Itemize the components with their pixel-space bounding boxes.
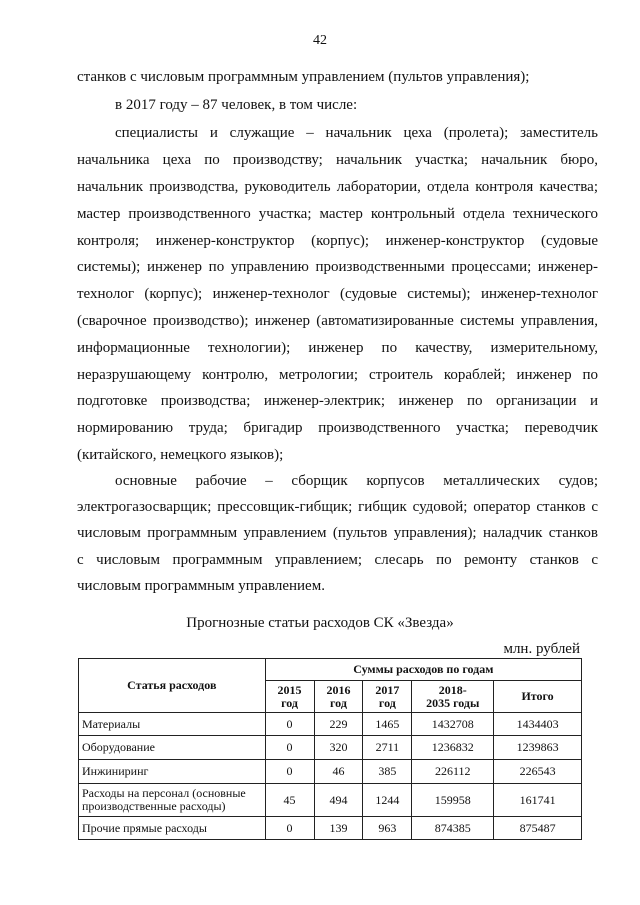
row-label: Расходы на персонал (основные производственные расходы) [79,784,266,817]
text-line: станков с числовым программным управлением (пультов управления); [77,69,530,85]
row-label: Инжиниринг [79,760,266,784]
table-row [79,784,582,817]
header-item: Статья расходов [79,659,266,713]
text-line: начальника цеха по производству; начальник участка; начальник бюро, [77,152,598,168]
table-row [79,713,582,736]
text-line: технолог (корпус); инженер-технолог (судовые системы); инженер-технолог [77,286,598,302]
page-number: 42 [313,33,327,48]
expenses-table [78,658,582,840]
cell-total: 1239863 [494,736,582,760]
cell-2015: 0 [265,713,314,736]
row-label: Материалы [79,713,266,736]
text-line: неразрушающему контролю, метрологии; строитель кораблей; инженер по [77,367,598,383]
text-line: информационные технологии); инженер по качеству, измерительному, [77,340,598,356]
cell-2016: 139 [314,817,363,840]
cell-2016: 229 [314,713,363,736]
header-year: 2016 год [314,681,363,713]
text-line: основные рабочие – сборщик корпусов металлических судов; [115,473,598,489]
cell-2018-2035: 1432708 [412,713,494,736]
cell-2016: 46 [314,760,363,784]
cell-2015: 0 [265,736,314,760]
text-line: числовым программным управлением. [77,578,325,594]
text-line: в 2017 году – 87 человек, в том числе: [115,97,358,113]
cell-2016: 494 [314,784,363,817]
header-group: Суммы расходов по годам [265,659,581,681]
cell-total: 1434403 [494,713,582,736]
cell-2015: 0 [265,760,314,784]
text-line: специалисты и служащие – начальник цеха (пролета); заместитель [115,125,598,141]
cell-total: 161741 [494,784,582,817]
cell-2018-2035: 1236832 [412,736,494,760]
row-label: Оборудование [79,736,266,760]
table-unit: млн. рублей [503,641,580,657]
text-line: электрогазосварщик; прессовщик-гибщик; гибщик судовой; оператор станков с [77,499,598,515]
cell-2018-2035: 159958 [412,784,494,817]
text-line: (сварочное производство); инженер (автоматизированные системы управления, [77,313,598,329]
table-row [79,736,582,760]
text-line: подготовке производства; инженер-электрик; инженер по организации и [77,393,598,409]
header-year: 2015 год [265,681,314,713]
header-year: 2017 год [363,681,412,713]
header-year: 2018- 2035 годы [412,681,494,713]
cell-2017: 1465 [363,713,412,736]
cell-2017: 1244 [363,784,412,817]
table-header-row [79,659,582,681]
table-caption: Прогнозные статьи расходов СК «Звезда» [186,615,454,631]
cell-2018-2035: 874385 [412,817,494,840]
table-row [79,817,582,840]
cell-2017: 963 [363,817,412,840]
cell-2015: 0 [265,817,314,840]
text-line: (китайского, немецкого языков); [77,447,284,463]
header-total: Итого [494,681,582,713]
text-line: числовым программным управлением (пультов управления); наладчик станков [77,525,598,541]
cell-total: 875487 [494,817,582,840]
text-line: нормированию труда; бригадир производственного участка; переводчик [77,420,598,436]
cell-2016: 320 [314,736,363,760]
cell-total: 226543 [494,760,582,784]
table-row [79,760,582,784]
cell-2018-2035: 226112 [412,760,494,784]
text-line: начальник производства, руководитель лаборатории, отдела контроля качества; [77,179,598,195]
cell-2017: 385 [363,760,412,784]
text-line: контроля; инженер-конструктор (корпус); инженер-конструктор (судовые [77,233,598,249]
row-label: Прочие прямые расходы [79,817,266,840]
cell-2015: 45 [265,784,314,817]
text-line: мастер производственного участка; мастер контрольный отдела технического [77,206,598,222]
text-line: системы); инженер по управлению производственными процессами; инженер- [77,259,598,275]
text-line: с числовым программным управлением; слесарь по ремонту станков с [77,552,598,568]
cell-2017: 2711 [363,736,412,760]
